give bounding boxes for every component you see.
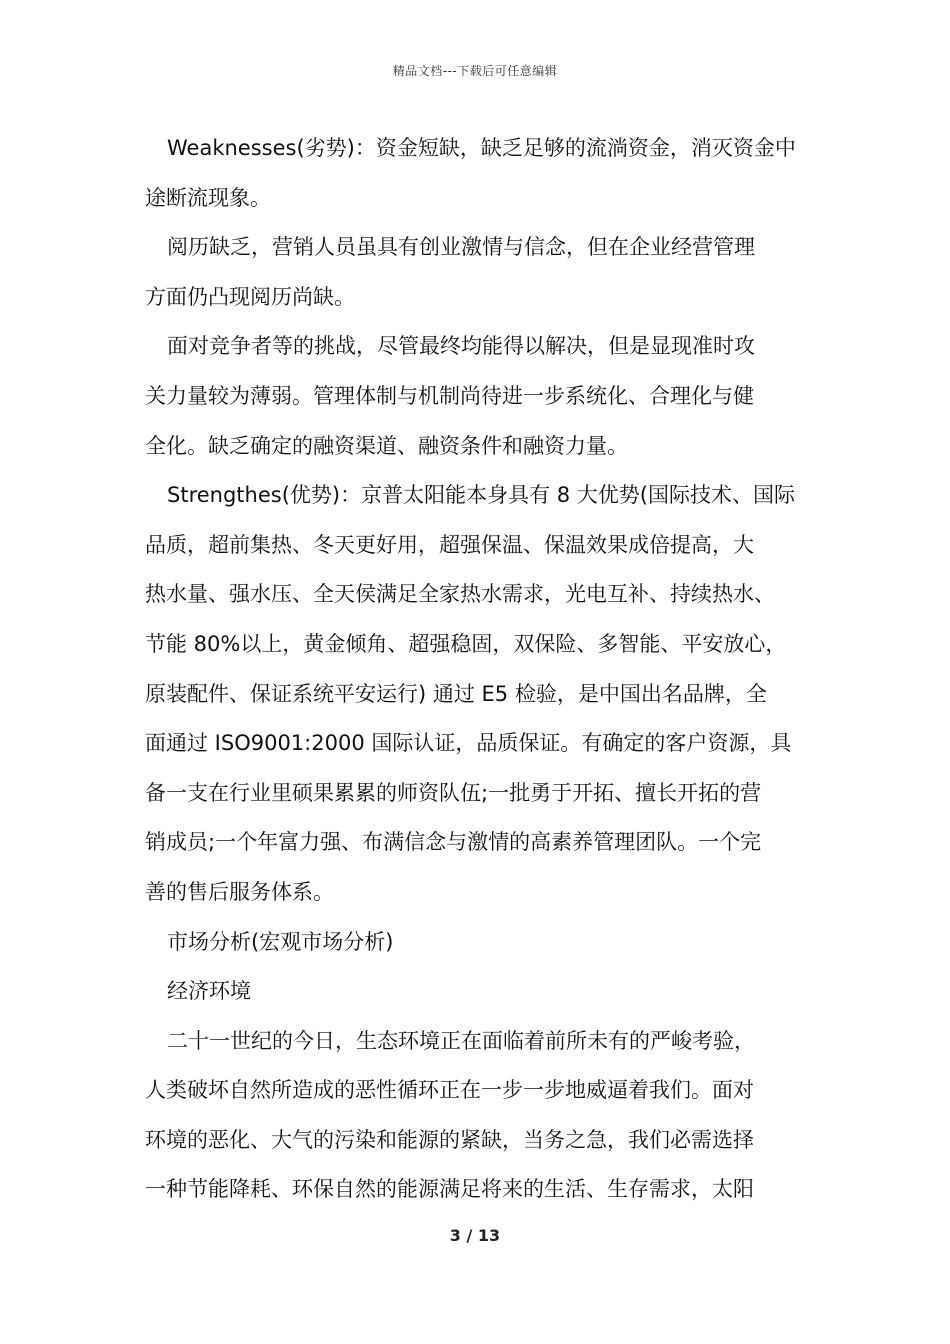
paragraph-strengths-line-2: 品质，超前集热、冬天更好用，超强保温、保温效果成倍提高，大 [145, 532, 754, 557]
paragraph-strengths-line-4: 节能 80%以上，黄金倾角、超强稳固，双保险、多智能、平安放心， [145, 631, 787, 656]
paragraph-environment-line-4: 一种节能降耗、环保自然的能源满足将来的生活、生存需求，太阳 [145, 1177, 754, 1202]
paragraph-environment-line-2: 人类破坏自然所造成的恶性循环正在一步一步地威逼着我们。面对 [145, 1078, 754, 1103]
section-heading-market-analysis: 市场分析(宏观市场分析) [167, 929, 394, 954]
paragraph-strengths-line-1: Strengthes(优势)：京普太阳能本身具有 8 大优势(国际技术、国际 [167, 483, 795, 508]
paragraph-environment-line-3: 环境的恶化、大气的污染和能源的紧缺，当务之急，我们必需选择 [145, 1127, 754, 1152]
document-body [145, 124, 825, 1215]
paragraph-environment-line-1: 二十一世纪的今日，生态环境正在面临着前所未有的严峻考验， [167, 1028, 755, 1053]
paragraph-competition-line-2: 关力量较为薄弱。管理体制与机制尚待进一步系统化、合理化与健 [145, 383, 754, 408]
paragraph-strengths-line-3: 热水量、强水压、全天侯满足全家热水需求，光电互补、持续热水、 [145, 582, 775, 607]
paragraph-strengths-line-9: 善的售后服务体系。 [145, 879, 334, 904]
paragraph-strengths-line-5: 原装配件、保证系统平安运行) 通过 E5 检验，是中国出名品牌，全 [145, 681, 767, 706]
paragraph-weaknesses-line-1: Weaknesses(劣势)：资金短缺，缺乏足够的流淌资金，消灭资金中 [167, 136, 796, 160]
page-header: 精品文档---下载后可任意编辑 [392, 64, 558, 78]
paragraph-experience-line-1: 阅历缺乏，营销人员虽具有创业激情与信念，但在企业经营管理 [167, 235, 755, 260]
paragraph-strengths-line-8: 销成员;一个年富力强、布满信念与激情的高素养管理团队。一个完 [145, 830, 762, 855]
paragraph-competition-line-1: 面对竞争者等的挑战，尽管最终均能得以解决，但是显现准时攻 [167, 334, 755, 359]
paragraph-weaknesses-line-2: 途断流现象。 [145, 185, 271, 210]
paragraph-competition-line-3: 全化。缺乏确定的融资渠道、融资条件和融资力量。 [145, 433, 628, 458]
section-heading-economic-environment: 经济环境 [167, 979, 251, 1004]
paragraph-experience-line-2: 方面仍凸现阅历尚缺。 [145, 284, 355, 309]
paragraph-strengths-line-6: 面通过 ISO9001:2000 国际认证，品质保证。有确定的客户资源，具 [145, 731, 792, 756]
page-number: 3 / 13 [449, 1226, 501, 1245]
paragraph-strengths-line-7: 备一支在行业里硕果累累的师资队伍;一批勇于开拓、擅长开拓的营 [145, 780, 762, 805]
